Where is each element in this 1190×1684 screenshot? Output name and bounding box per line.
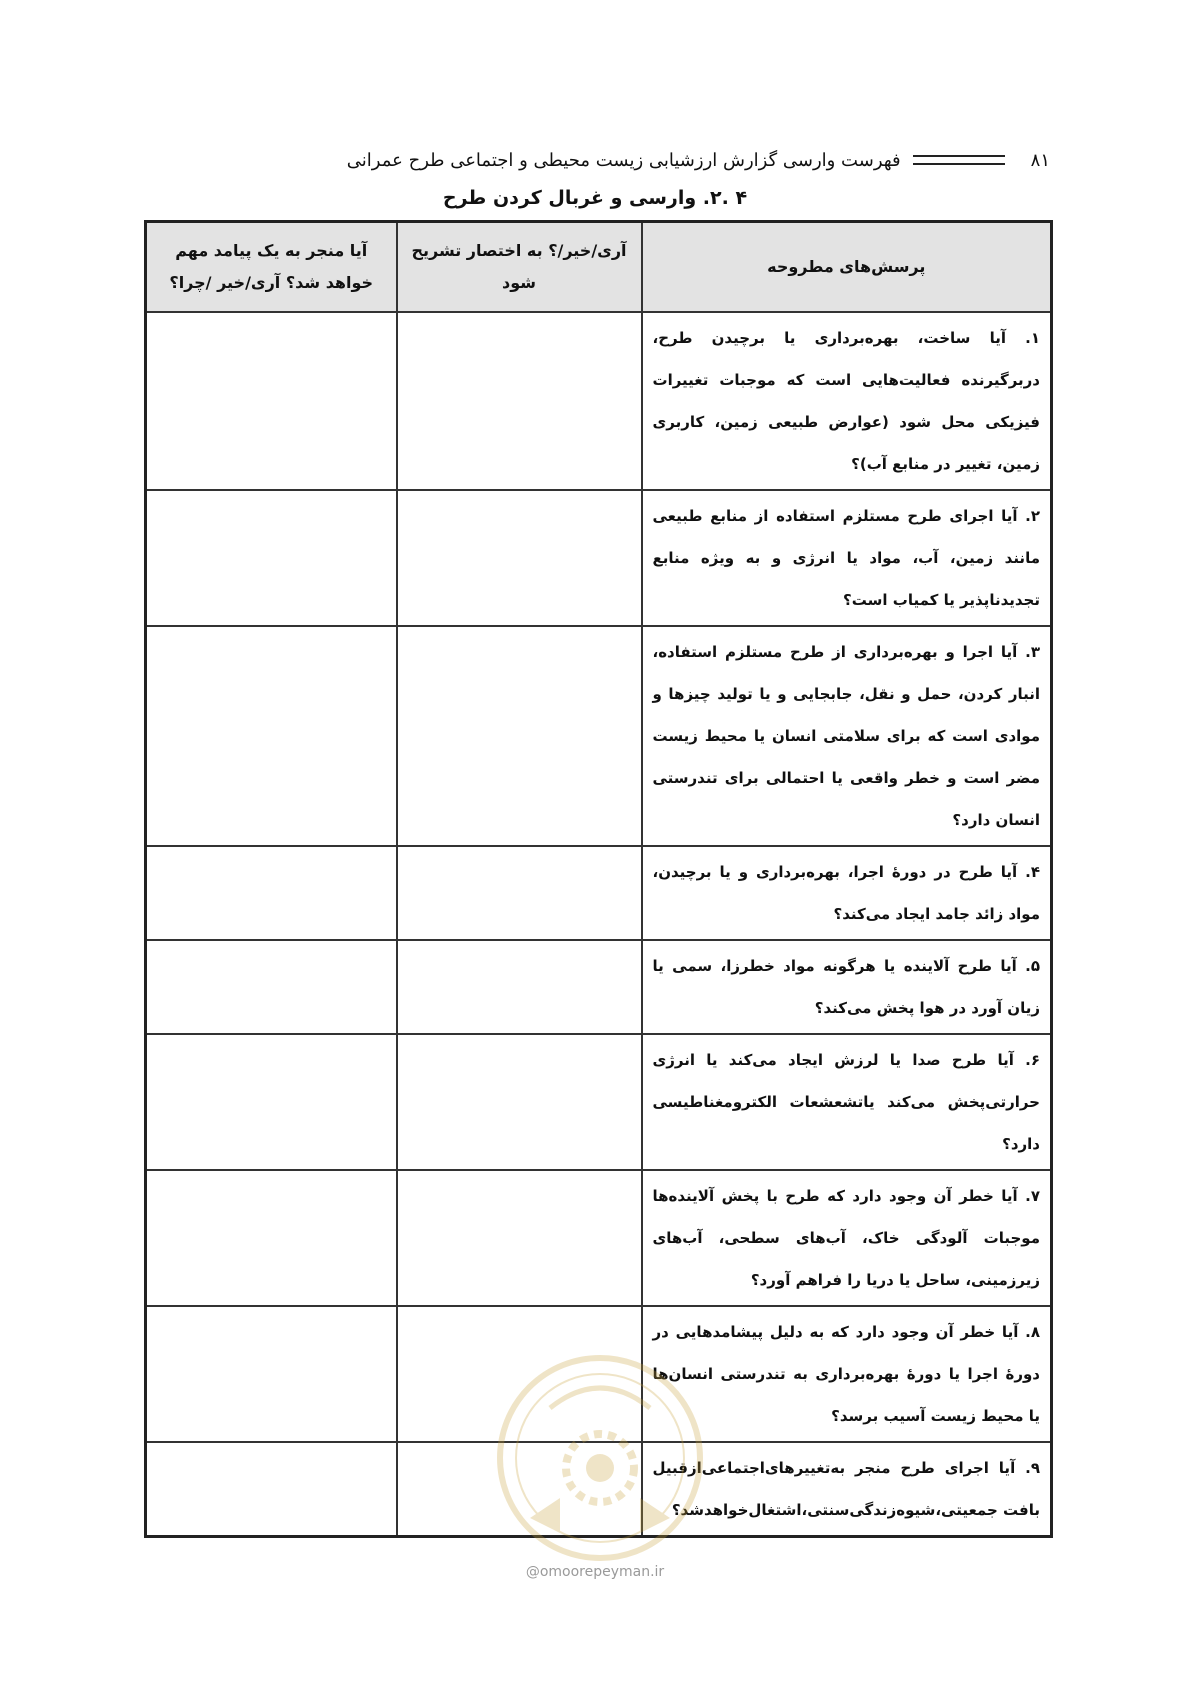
answer-cell[interactable] [397,626,642,846]
header-questions: پرسش‌های مطروحه [642,222,1052,313]
consequence-cell[interactable] [146,1034,397,1170]
question-cell: ۶. آیا طرح صدا یا لرزش ایجاد می‌کند یا انرژی حرارتی‌پخش می‌کند یاتشعشعات الکترومغناطیسی دارد؟ [642,1034,1052,1170]
question-cell: ۲. آیا اجرای طرح مستلزم استفاده از منابع طبیعی مانند زمین، آب، مواد یا انرژی و به ویژه منابع تجدیدناپذیر یا کمیاب است؟ [642,490,1052,626]
site-watermark: @omoorepeyman.ir [525,1564,665,1580]
page-header [178,143,1050,177]
running-title: فهرست وارسی گزارش ارزشیابی زیست محیطی و اجتماعی طرح عمرانی [346,149,901,171]
answer-cell[interactable] [397,940,642,1034]
consequence-cell[interactable] [146,626,397,846]
table-row [146,846,1052,940]
consequence-cell[interactable] [146,312,397,490]
question-cell: ۴. آیا طرح در دورهٔ اجرا، بهره‌برداری و یا برچیدن، مواد زائد جامد ایجاد می‌کند؟ [642,846,1052,940]
question-cell: ۱. آیا ساخت، بهره‌برداری یا برچیدن طرح، دربرگیرنده فعالیت‌هایی است که موجبات تغییرات فیزیکی محل شود (عوارض طبیعی زمین، کاربری زمین، تغییر در منابع آب)؟ [642,312,1052,490]
header-rule [913,155,1005,165]
answer-cell[interactable] [397,312,642,490]
answer-cell[interactable] [397,846,642,940]
question-cell: ۸. آیا خطر آن وجود دارد که به دلیل پیشامدهایی در دورهٔ اجرا یا دورهٔ بهره‌برداری به تندرستی انسان‌ها یا محیط زیست آسیب برسد؟ [642,1306,1052,1442]
question-cell: ۳. آیا اجرا و بهره‌برداری از طرح مستلزم استفاده، انبار کردن، حمل و نقل، جابجایی و یا تولید چیزها و موادی است که برای سلامتی انسان یا محیط زیست مضر است و خطر واقعی یا احتمالی برای تندرستی انسان دارد؟ [642,626,1052,846]
section-title: ۴ .۲. وارسی و غربال کردن طرح [442,187,748,209]
table-row [146,626,1052,846]
screening-checklist-table [144,220,1053,1538]
page-number: ۸۱ [1030,149,1050,171]
header-explain: آری/خیر/؟ به اختصار تشریح شود [397,222,642,313]
question-cell: ۷. آیا خطر آن وجود دارد که طرح با پخش آلاینده‌ها موجبات آلودگی خاک، آب‌های سطحی، آب‌های زیرزمینی، ساحل یا دریا را فراهم آورد؟ [642,1170,1052,1306]
header-consequence: آیا منجر به یک پیامد مهم خواهد شد؟ آری/خیر /چرا؟ [146,222,397,313]
table-row [146,490,1052,626]
answer-cell[interactable] [397,1170,642,1306]
watermark-seal-icon [490,1348,710,1568]
table-row [146,1034,1052,1170]
consequence-cell[interactable] [146,1170,397,1306]
table-row [146,940,1052,1034]
table-header-row [146,222,1052,313]
consequence-cell[interactable] [146,940,397,1034]
table-row [146,1170,1052,1306]
consequence-cell[interactable] [146,1442,397,1537]
answer-cell[interactable] [397,490,642,626]
table-row [146,312,1052,490]
question-cell: ۵. آیا طرح آلاینده یا هرگونه مواد خطرزا، سمی یا زیان آورد در هوا پخش می‌کند؟ [642,940,1052,1034]
consequence-cell[interactable] [146,846,397,940]
consequence-cell[interactable] [146,1306,397,1442]
question-cell: ۹. آیا اجرای طرح منجر به‌تغییرهای‌اجتماعی‌ازقبیل بافت جمعیتی،شیوه‌زندگی‌سنتی،اشتغال‌خواهدشد؟ [642,1442,1052,1537]
answer-cell[interactable] [397,1034,642,1170]
consequence-cell[interactable] [146,490,397,626]
